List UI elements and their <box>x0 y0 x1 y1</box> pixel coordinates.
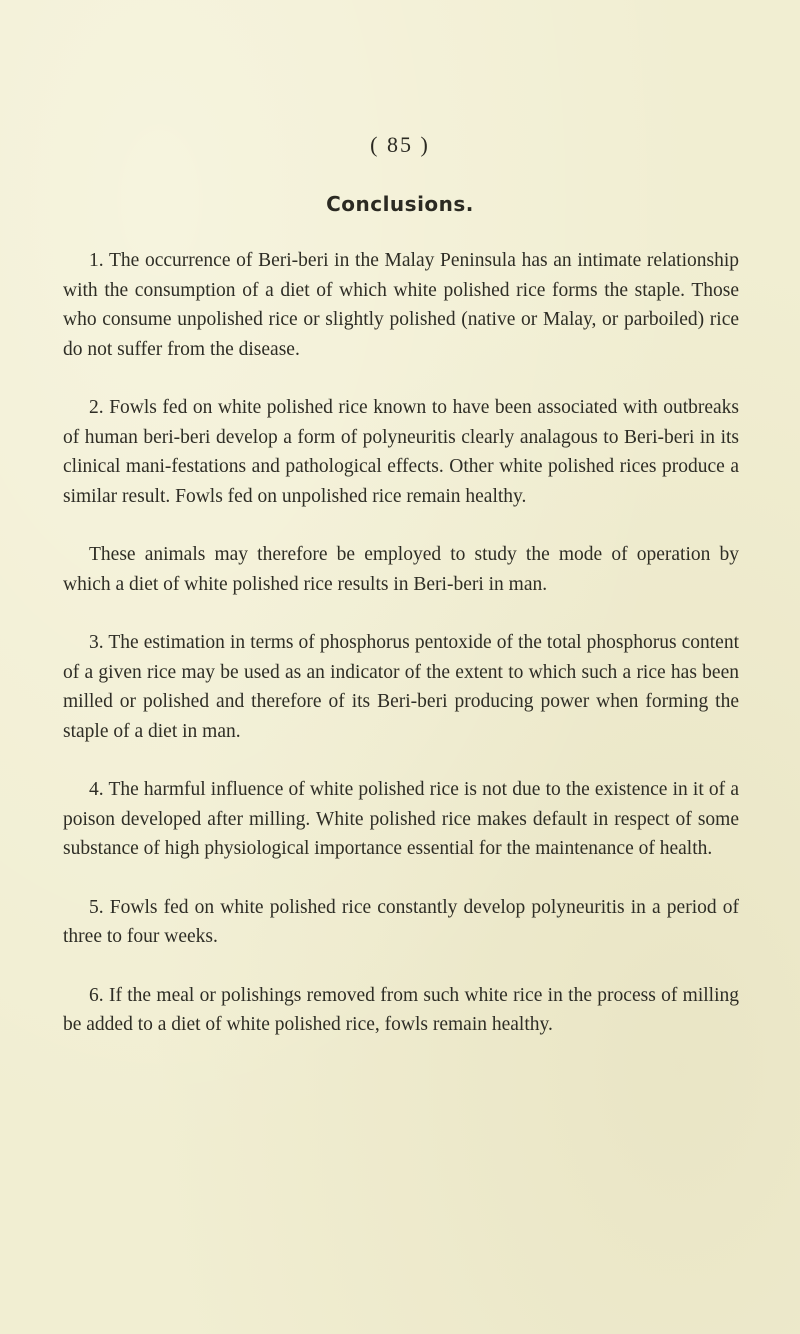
paragraph-text: The harmful influence of white polished rice is not due to the existence in it of a poison developed after milling. White polished rice makes default in respect of some substance of high physiological importance essential for the maintenance of health. <box>63 779 739 859</box>
paragraph-text: These animals may therefore be employed to study the mode of operation by which a diet of white polished rice results in Beri-beri in man. <box>63 544 739 595</box>
paragraph-number: 1. <box>89 250 104 271</box>
paragraph-number: 3. <box>89 632 104 653</box>
paragraph-text: Fowls fed on white polished rice known to have been associated with outbreaks of human beri-beri develop a form of polyneuritis clearly analagous to Beri-beri in its clinical mani-festations and pathological effects. Other white polished rices produce a similar result. Fowls fed on unpolished rice remain healthy. <box>63 397 740 507</box>
conclusion-paragraph <box>63 393 739 511</box>
section-heading: Conclusions. <box>326 192 474 216</box>
paragraph-number: 5. <box>89 896 104 918</box>
conclusion-paragraph <box>63 246 739 364</box>
conclusion-paragraph <box>63 628 739 746</box>
paragraph-text: Fowls fed on white polished rice constantly develop polyneuritis in a period of three to four weeks. <box>63 896 739 947</box>
page-number: ( 85 ) <box>370 132 430 157</box>
conclusion-paragraph <box>63 775 739 864</box>
paragraph-number: 6. <box>89 984 104 1006</box>
paragraph-text: The occurrence of Beri-beri in the Malay Peninsula has an intimate relationship with the consumption of a diet of which white polished rice forms the staple. Those who consume unpolished rice or slightly polished (native or Malay, or parboiled) rice do not suffer from the disease. <box>63 250 739 360</box>
paragraph-text: If the meal or polishings removed from such white rice in the process of milling be added to a diet of white polished rice, fowls remain healthy. <box>63 984 739 1035</box>
paragraph-text: The estimation in terms of phosphorus pentoxide of the total phosphorus content of a given rice may be used as an indicator of the extent to which such a rice has been milled or polished and therefore of its Beri-beri producing power when forming the staple of a diet in man. <box>63 632 739 742</box>
conclusion-paragraph <box>63 893 739 952</box>
conclusion-paragraph <box>63 981 739 1040</box>
paragraph-number: 4. <box>89 779 104 800</box>
conclusion-paragraph <box>63 540 739 599</box>
paragraph-number: 2. <box>89 397 104 418</box>
conclusions-body <box>63 246 739 1040</box>
